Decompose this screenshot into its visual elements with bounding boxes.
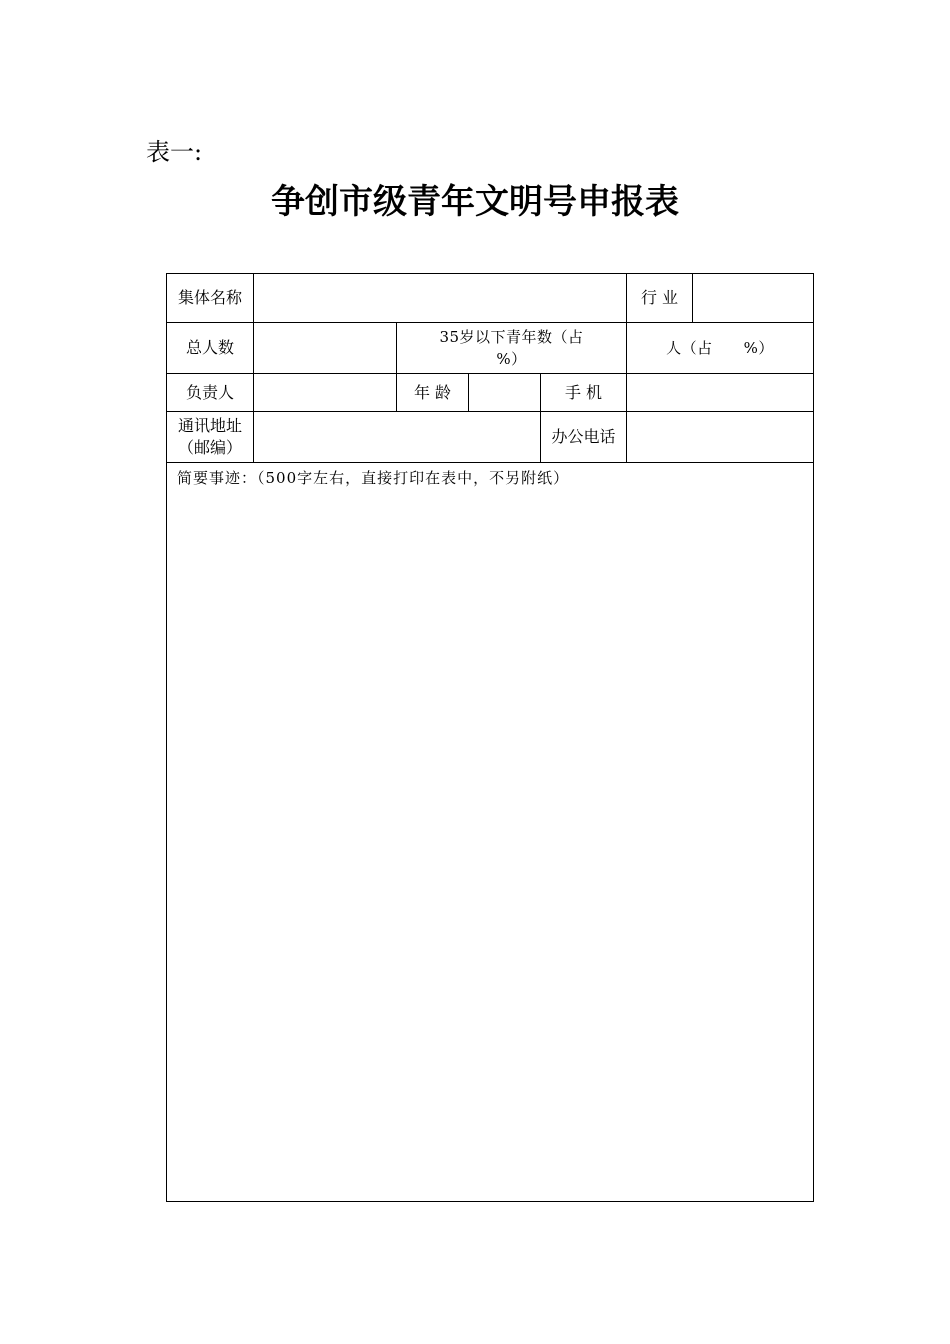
summary-area[interactable] xyxy=(167,463,813,1201)
address-label-line1: 通讯地址 xyxy=(177,416,242,435)
mobile-field[interactable] xyxy=(627,374,813,411)
industry-field[interactable] xyxy=(693,274,813,322)
table-label: 表一: xyxy=(146,138,203,166)
age-label: 年 龄 xyxy=(413,382,452,402)
address-label xyxy=(167,412,253,462)
application-form xyxy=(166,273,814,1202)
form-border-bottom xyxy=(166,1201,814,1202)
summary-label: 简要事迹：（500字左右，直接打印在表中，不另附纸） xyxy=(177,469,570,487)
leader-label: 负责人 xyxy=(185,382,234,402)
youth-under-35-label xyxy=(397,323,626,373)
youth-under-35-label-line2: %） xyxy=(496,350,527,368)
office-phone-label: 办公电话 xyxy=(551,427,616,446)
collective-name-field[interactable] xyxy=(254,274,626,322)
total-people-label: 总人数 xyxy=(185,338,234,357)
industry-label: 行 业 xyxy=(640,288,679,307)
total-people-field[interactable] xyxy=(254,323,396,373)
youth-under-35-label-line1: 35岁以下青年数（占 xyxy=(439,328,584,346)
age-field[interactable] xyxy=(469,374,540,411)
people-percent-field[interactable]: 人（占 %） xyxy=(666,339,774,357)
form-border-right xyxy=(813,273,814,1202)
leader-field[interactable] xyxy=(254,374,396,411)
address-field[interactable] xyxy=(254,412,540,462)
collective-name-label: 集体名称 xyxy=(177,288,242,307)
office-phone-field[interactable] xyxy=(627,412,813,462)
address-label-line2: （邮编） xyxy=(177,438,242,457)
mobile-label: 手 机 xyxy=(564,382,603,402)
page-title: 争创市级青年文明号申报表 xyxy=(271,182,679,222)
